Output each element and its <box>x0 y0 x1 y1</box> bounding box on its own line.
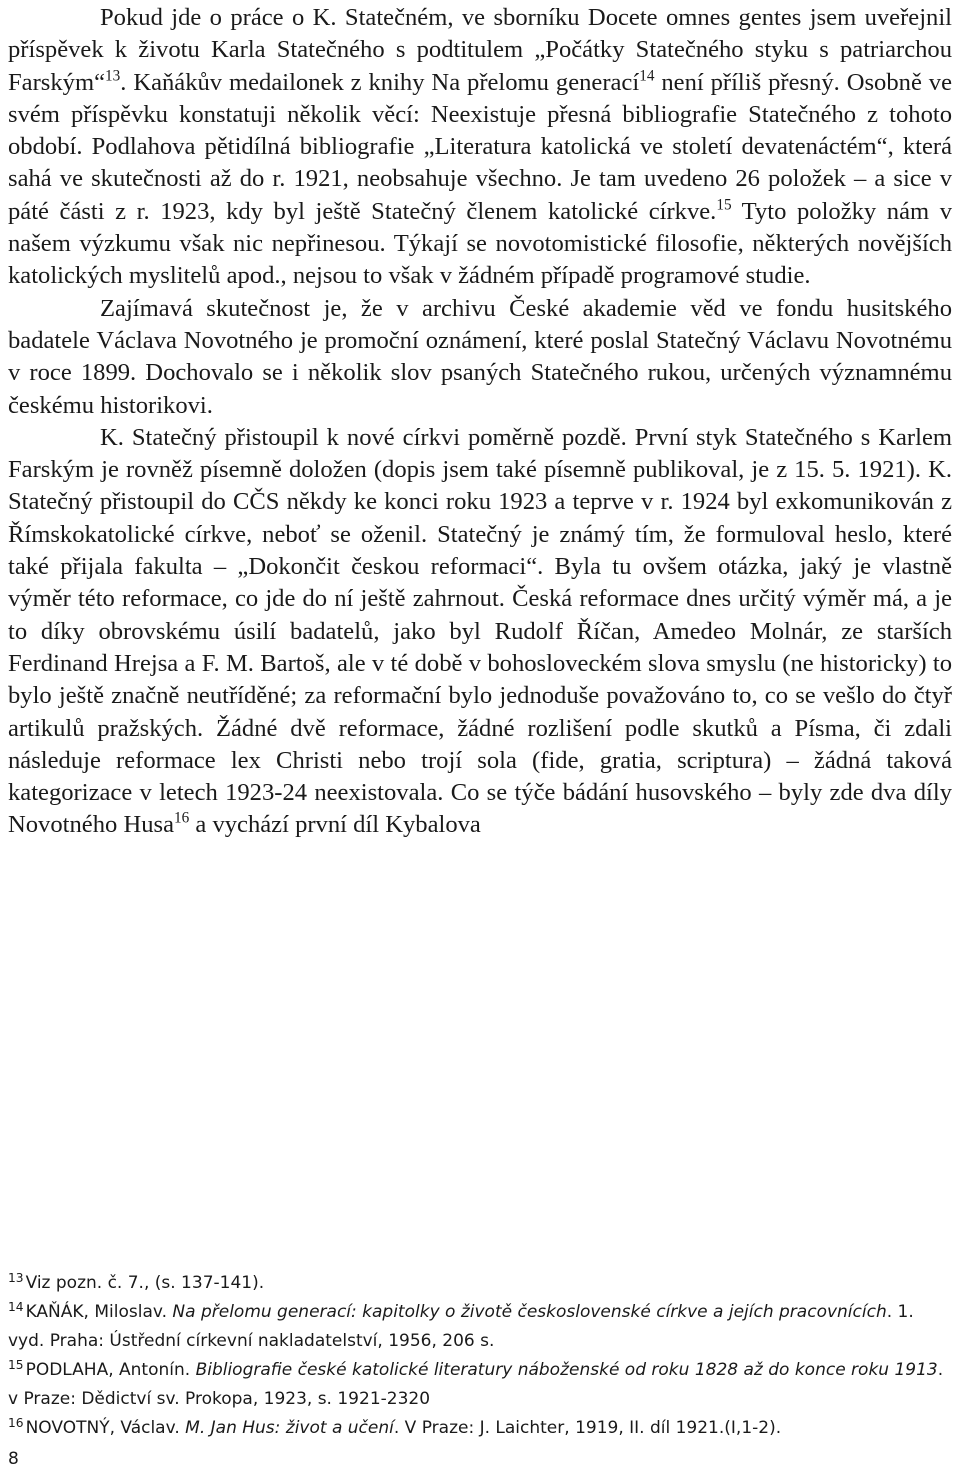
footnote-publication: . v Praze: Dědictví sv. Prokopa, 1923, s. 1921-2320 <box>8 1360 944 1409</box>
paragraph-text: Tyto položky nám v našem výzkumu však nic nepřinesou. Týkají se novotomistické filosofie, některých novějších katolických myslitelů apod., nejsou to však v žádném případě programové studie. <box>8 197 952 290</box>
footnote-author: PODLAHA, Antonín. <box>25 1360 196 1380</box>
footnote-ref-14: 14 <box>639 67 655 85</box>
footnote-author: NOVOTNÝ, Václav. <box>25 1418 186 1438</box>
paragraph-text: a vychází první díl Kybalova <box>189 811 481 839</box>
footnote-13 <box>8 1269 952 1298</box>
body-text <box>8 2 952 842</box>
footnote-title: M. Jan Hus: život a učení <box>185 1418 394 1438</box>
page-number: 8 <box>8 1449 19 1469</box>
footnote-number: 16 <box>8 1415 24 1430</box>
footnote-author: KAŇÁK, Miloslav. <box>25 1302 173 1322</box>
paragraph-3 <box>8 422 952 842</box>
paragraph-text: K. Statečný přistoupil k nové církvi poměrně pozdě. První styk Statečného s Karlem Farským je rovněž písemně doložen (dopis jsem také písemně publikoval, je z 15. 5. 1921). K. Statečný přistoupil do CČS někdy ke konci roku 1923 a teprve v r. 1924 byl exkomunikován z Římskokatolické církve, neboť se oženil. Statečný je známý tím, že formuloval heslo, které také přijala fakulta – „Dokončit českou reformaci“. Byla tu ovšem otázka, jaký je vlastně výměr této reformace, co jde do ní ještě zahrnout. Česká reformace dnes určitý výměr má, a je to díky obrovskému úsilí badatelů, jako byl Rudolf Říčan, Amedeo Molnár, ze starších Ferdinand Hrejsa a F. M. Bartoš, ale v té době v bohosloveckém slova smyslu (ne historicky) to bylo ještě značně neutříděné; za reformační bylo jednoduše považováno to, co se vešlo do čtyř artikulů pražských. Žádné dvě reformace, žádné rozlišení podle skutků a Písma, či zdali následuje reformace lex Christi nebo trojí sola (fide, gratia, scriptura) – žádná taková kategorizace v letech 1923-24 neexistovala. Co se týče bádání husovského – byly zde dva díly Novotného Husa <box>8 423 952 839</box>
footnote-number: 14 <box>8 1299 24 1314</box>
footnote-14 <box>8 1298 952 1356</box>
footnote-ref-15: 15 <box>716 196 732 214</box>
footnote-ref-13: 13 <box>105 67 121 85</box>
paragraph-1 <box>8 2 952 293</box>
paragraph-2 <box>8 293 952 422</box>
footnote-title: Na přelomu generací: kapitolky o životě československé církve a jejích pracovnících <box>172 1302 887 1322</box>
footnote-ref-16: 16 <box>173 809 190 827</box>
paragraph-text: Pokud jde o práce o K. Statečném, ve sborníku Docete omnes gentes jsem uveřejnil příspěvek k životu Karla Statečného s podtitulem „Počátky Statečného styku s patriarchou Farským“ <box>8 4 952 96</box>
footnote-text: Viz pozn. č. 7., (s. 137-141). <box>25 1273 265 1293</box>
paragraph-text: . Kaňákův medailonek z knihy Na přelomu generací <box>120 68 640 96</box>
paragraph-text: Zajímavá skutečnost je, že v archivu České akademie věd ve fondu husitského badatele Václava Novotného je promoční oznámení, které poslal Statečný Václavu Novotnému v roce 1899. Dochovalo se i několik slov psaných Statečného rukou, určených významnému českému historikovi. <box>8 294 952 419</box>
footnote-publication: . 1. vyd. Praha: Ústřední církevní nakladatelství, 1956, 206 s. <box>8 1302 914 1351</box>
footnote-16 <box>8 1414 952 1443</box>
footnote-number: 13 <box>8 1270 24 1285</box>
footnotes <box>8 1269 952 1443</box>
footnote-15 <box>8 1356 952 1414</box>
footnote-title: Bibliografie české katolické literatury náboženské od roku 1828 až do konce roku 1913 <box>195 1360 938 1380</box>
footnote-number: 15 <box>8 1357 24 1372</box>
footnote-publication: . V Praze: J. Laichter, 1919, II. díl 1921.(I,1-2). <box>393 1418 782 1438</box>
paragraph-text: není příliš přesný. Osobně ve svém příspěvku konstatuji několik věcí: Neexistuje přesná bibliografie Statečného z tohoto období. Podlahova pětidílná bibliografie „Literatura katolická ve století devatenáctém“, která sahá ve skutečnosti až do r. 1921, neobsahuje všechno. Je tam uvedeno 26 položek – a sice v páté části z r. 1923, kdy byl ještě Statečný členem katolické církve. <box>8 68 952 225</box>
